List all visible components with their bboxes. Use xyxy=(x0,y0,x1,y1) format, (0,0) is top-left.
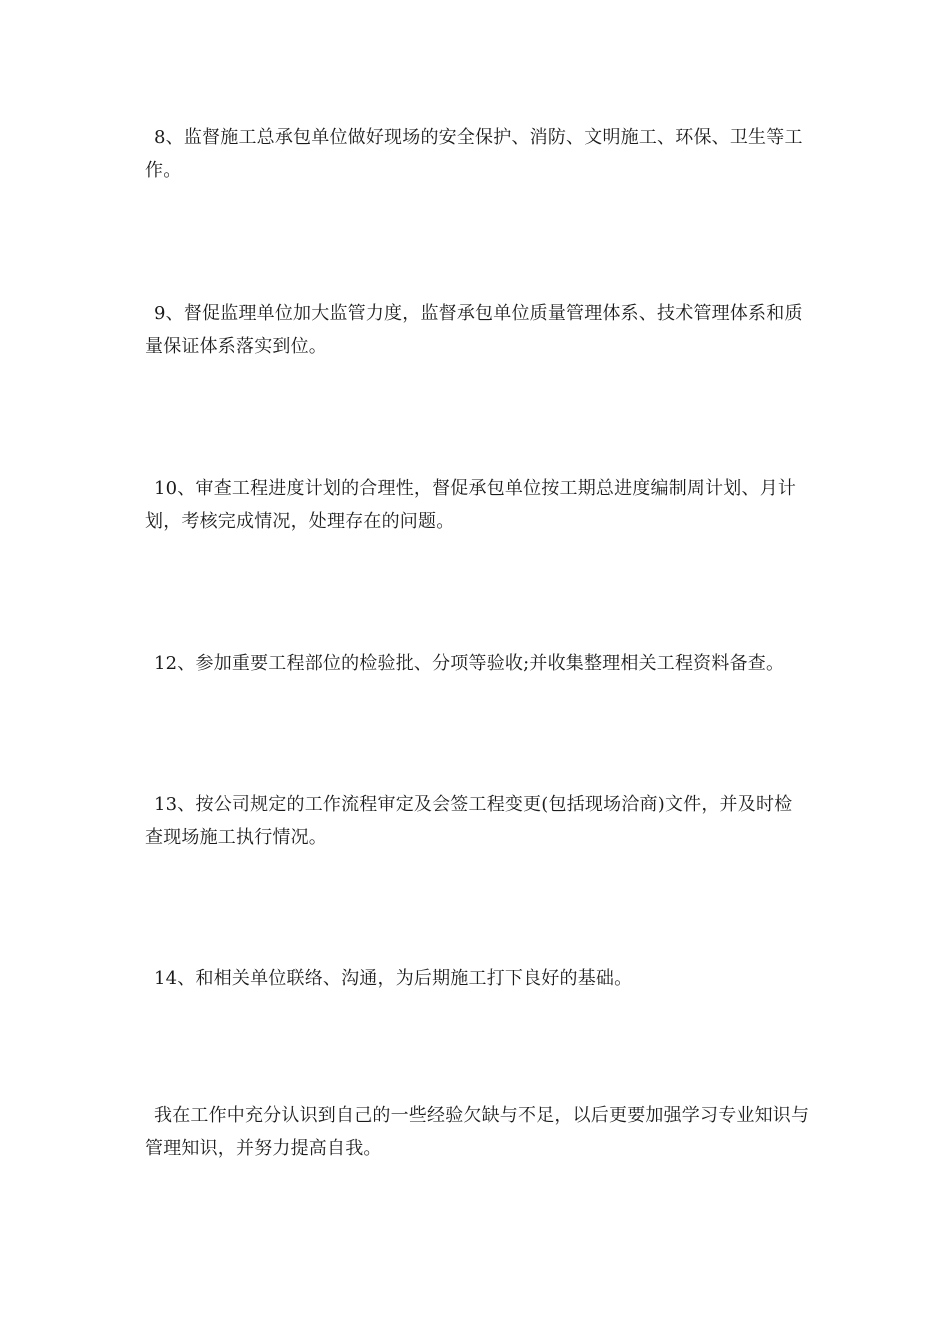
paragraph-conclusion: 我在工作中充分认识到自己的一些经验欠缺与不足，以后更要加强学习专业知识与管理知识，并努力提高自我。 xyxy=(145,1105,810,1159)
paragraph-item-14: 14、和相关单位联络、沟通，为后期施工打下良好的基础。 xyxy=(154,968,633,989)
paragraph-item-10: 10、审查工程进度计划的合理性，督促承包单位按工期总进度编制周计划、月计划，考核完成情况，处理存在的问题。 xyxy=(145,478,797,532)
paragraph-item-12: 12、参加重要工程部位的检验批、分项等验收;并收集整理相关工程资料备查。 xyxy=(154,653,785,674)
paragraph-item-8: 8、监督施工总承包单位做好现场的安全保护、消防、文明施工、环保、卫生等工作。 xyxy=(145,127,803,181)
paragraph-item-13: 13、按公司规定的工作流程审定及会签工程变更(包括现场洽商)文件，并及时检查现场施工执行情况。 xyxy=(145,794,793,848)
paragraph-item-9: 9、督促监理单位加大监管力度，监督承包单位质量管理体系、技术管理体系和质量保证体系落实到位。 xyxy=(145,303,803,357)
